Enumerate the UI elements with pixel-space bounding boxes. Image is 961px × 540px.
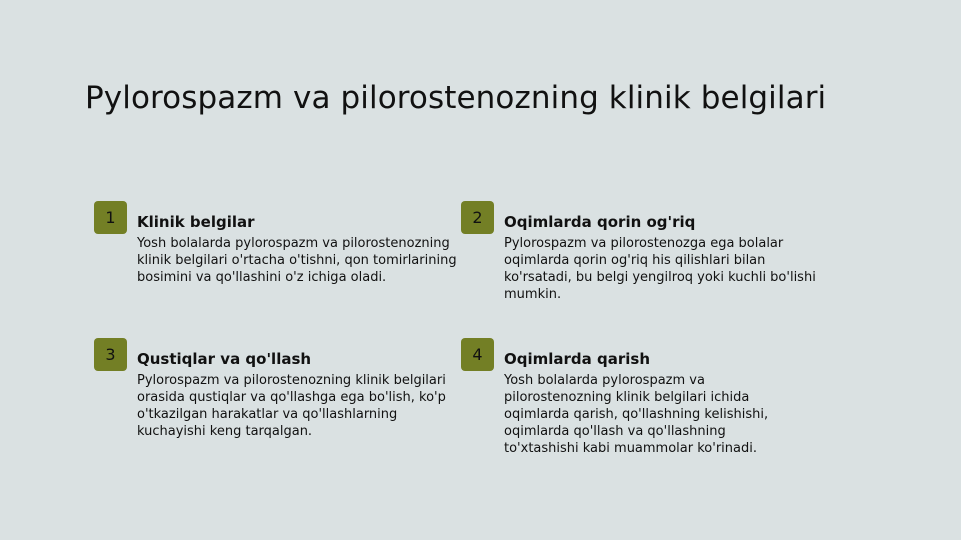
slide-title: Pylorospazm va pilorostenozning klinik belgilari <box>85 80 827 116</box>
item-text: Yosh bolalarda pylorospazm va pilorostenozning klinik belgilari ichida oqimlarda qarish, qo'llashning kelishishi, oqimlarda qo'llash va qo'llashning to'xtashishi kabi muammolar ko'rinadi. <box>504 373 769 456</box>
number-badge: 1 <box>94 201 127 234</box>
item-text: Pylorospazm va pilorostenozning klinik belgilari orasida qustiqlar va qo'llashga ega bo'lish, ko'p o'tkazilgan harakatlar va qo'llashlarning kuchayishi keng tarqalgan. <box>137 373 446 439</box>
item-heading: Oqimlarda qorin og'riq <box>504 213 696 231</box>
item-text: Yosh bolalarda pylorospazm va pilorostenozning klinik belgilari o'rtacha o'tishni, qon tomirlarining bosimini va qo'llashini o'z ichiga oladi. <box>137 236 457 285</box>
item-heading: Oqimlarda qarish <box>504 350 651 368</box>
number-badge: 4 <box>461 338 494 371</box>
number-badge: 2 <box>461 201 494 234</box>
number-badge: 3 <box>94 338 127 371</box>
item-heading: Klinik belgilar <box>137 213 255 231</box>
item-heading: Qustiqlar va qo'llash <box>137 350 312 368</box>
item-text: Pylorospazm va pilorostenozga ega bolalar oqimlarda qorin og'riq his qilishlari bilan ko'rsatadi, bu belgi yengilroq yoki kuchli bo'lishi mumkin. <box>504 236 816 302</box>
